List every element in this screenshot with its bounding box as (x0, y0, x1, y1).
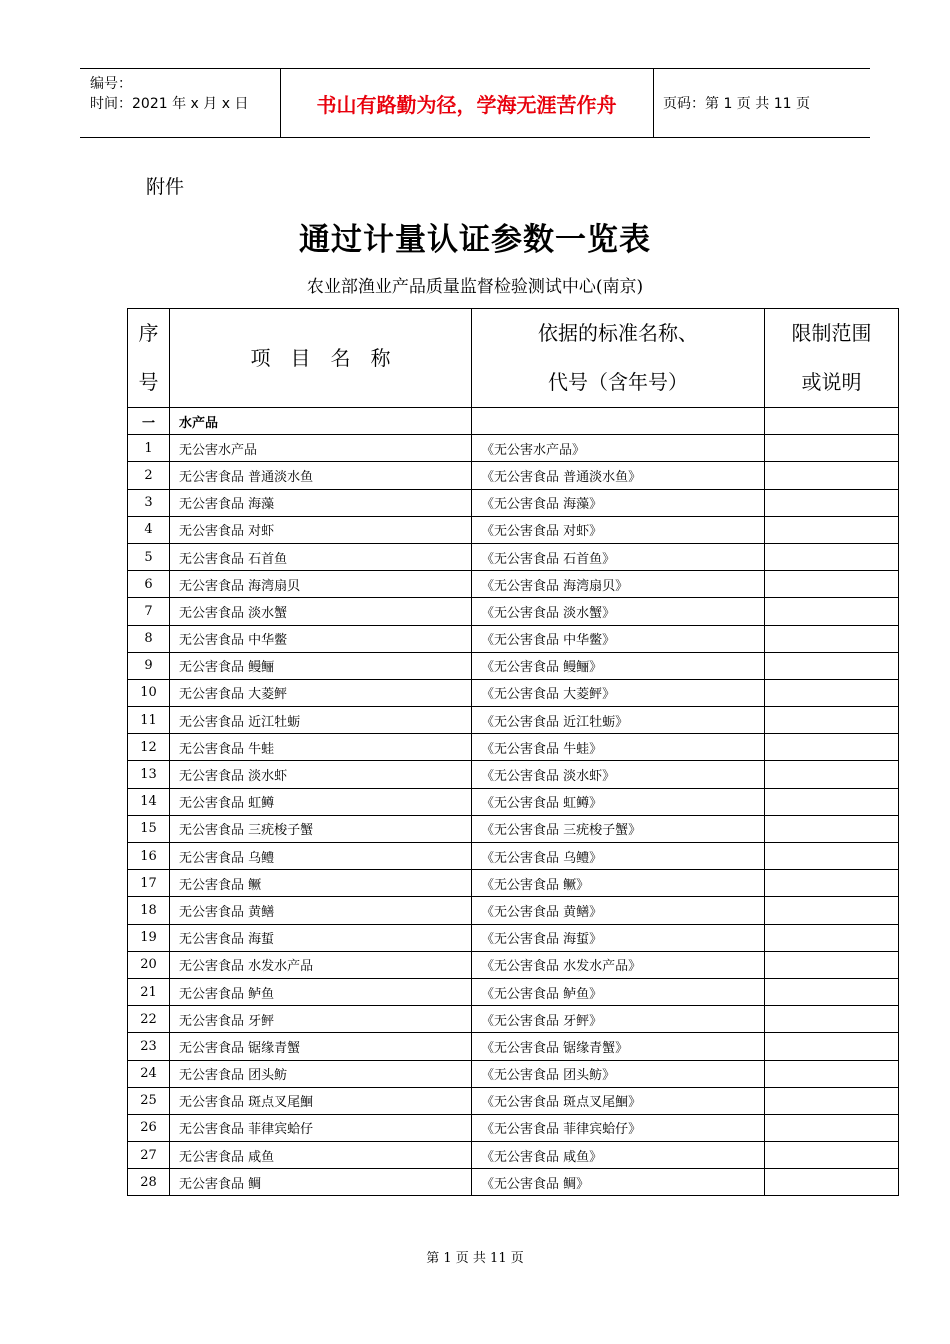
header-standard (472, 309, 765, 408)
row-limit (765, 897, 899, 924)
row-standard: 《无公害食品 咸鱼》 (472, 1142, 765, 1169)
row-number: 9 (128, 652, 170, 679)
row-standard: 《无公害食品 虹鳟》 (472, 788, 765, 815)
header-page-code: 页码：第 1 页 共 11 页 (663, 96, 810, 112)
table-row (128, 598, 899, 625)
header-limit-line2: 或说明 (801, 370, 862, 394)
header-meta-cell (80, 69, 281, 137)
row-limit (765, 1114, 899, 1141)
row-limit (765, 571, 899, 598)
header-item: 项 目 名 称 (170, 309, 472, 408)
row-item-name: 无公害食品 牛蛙 (170, 734, 472, 761)
table-row (128, 543, 899, 570)
row-limit (765, 435, 899, 462)
header-seq-line1: 序 (138, 321, 159, 345)
row-number: 16 (128, 843, 170, 870)
page-footer: 第 1 页 共 11 页 (426, 1251, 524, 1266)
table-row (128, 571, 899, 598)
row-limit (765, 1060, 899, 1087)
row-limit (765, 951, 899, 978)
row-item-name: 无公害食品 淡水蟹 (170, 598, 472, 625)
table-row (128, 1087, 899, 1114)
header-standard-line2: 代号（含年号） (548, 370, 688, 394)
row-standard: 《无公害食品 海蜇》 (472, 924, 765, 951)
row-item-name: 无公害食品 海蜇 (170, 924, 472, 951)
row-standard: 《无公害食品 对虾》 (472, 516, 765, 543)
row-number: 25 (128, 1087, 170, 1114)
header-motto: 书山有路勤为径，学海无涯苦作舟 (280, 69, 654, 137)
row-standard: 《无公害食品 乌鳢》 (472, 843, 765, 870)
row-standard: 《无公害食品 鳜》 (472, 870, 765, 897)
row-item-name: 无公害食品 中华鳖 (170, 625, 472, 652)
row-standard: 《无公害食品 斑点叉尾鮰》 (472, 1087, 765, 1114)
row-number: 24 (128, 1060, 170, 1087)
row-number: 17 (128, 870, 170, 897)
row-item-name: 无公害食品 近江牡蛎 (170, 707, 472, 734)
row-standard: 《无公害食品 中华鳖》 (472, 625, 765, 652)
row-standard: 《无公害水产品》 (472, 435, 765, 462)
row-standard: 《无公害食品 海藻》 (472, 489, 765, 516)
table-row (128, 1114, 899, 1141)
table-row (128, 978, 899, 1005)
row-number: 4 (128, 516, 170, 543)
row-number: 14 (128, 788, 170, 815)
row-limit (765, 489, 899, 516)
row-limit (765, 1087, 899, 1114)
row-number: 22 (128, 1006, 170, 1033)
table-row (128, 707, 899, 734)
row-item-name: 无公害食品 牙鲆 (170, 1006, 472, 1033)
row-item-name: 无公害食品 乌鳢 (170, 843, 472, 870)
row-limit (765, 924, 899, 951)
row-number: 8 (128, 625, 170, 652)
header-limit (765, 309, 899, 408)
category-standard-cell (472, 408, 765, 435)
row-item-name: 无公害食品 斑点叉尾鮰 (170, 1087, 472, 1114)
row-item-name: 无公害食品 菲律宾蛤仔 (170, 1114, 472, 1141)
table-row (128, 897, 899, 924)
table-row (128, 1033, 899, 1060)
row-standard: 《无公害食品 鲈鱼》 (472, 978, 765, 1005)
row-standard: 《无公害食品 牛蛙》 (472, 734, 765, 761)
row-standard: 《无公害食品 牙鲆》 (472, 1006, 765, 1033)
table-row (128, 815, 899, 842)
row-number: 27 (128, 1142, 170, 1169)
page-header (80, 68, 870, 138)
row-number: 2 (128, 462, 170, 489)
row-standard: 《无公害食品 三疣梭子蟹》 (472, 815, 765, 842)
header-time-label: 时间：2021 年 x 月 x 日 (90, 96, 249, 112)
row-item-name: 无公害食品 鲷 (170, 1169, 472, 1196)
row-limit (765, 870, 899, 897)
row-limit (765, 598, 899, 625)
header-seq-line2: 号 (138, 370, 159, 394)
row-number: 7 (128, 598, 170, 625)
table-row (128, 625, 899, 652)
row-limit (765, 1033, 899, 1060)
header-seq (128, 309, 170, 408)
row-item-name: 无公害食品 海藻 (170, 489, 472, 516)
row-limit (765, 625, 899, 652)
annex-label: 附件 (146, 176, 185, 198)
row-item-name: 无公害食品 对虾 (170, 516, 472, 543)
table-row (128, 489, 899, 516)
row-item-name: 无公害食品 大菱鲆 (170, 679, 472, 706)
table-row (128, 761, 899, 788)
row-item-name: 无公害食品 虹鳟 (170, 788, 472, 815)
row-limit (765, 1006, 899, 1033)
table-row (128, 516, 899, 543)
table-row (128, 652, 899, 679)
row-item-name: 无公害食品 普通淡水鱼 (170, 462, 472, 489)
table-row (128, 734, 899, 761)
table-row (128, 788, 899, 815)
page-subtitle: 农业部渔业产品质量监督检验测试中心(南京) (306, 277, 644, 297)
row-limit (765, 462, 899, 489)
table-row (128, 1142, 899, 1169)
row-limit (765, 707, 899, 734)
row-standard: 《无公害食品 锯缘青蟹》 (472, 1033, 765, 1060)
row-number: 26 (128, 1114, 170, 1141)
row-item-name: 无公害食品 鳗鲡 (170, 652, 472, 679)
row-item-name: 无公害食品 咸鱼 (170, 1142, 472, 1169)
table-row (128, 1006, 899, 1033)
row-number: 12 (128, 734, 170, 761)
table-row (128, 1169, 899, 1196)
row-standard: 《无公害食品 大菱鲆》 (472, 679, 765, 706)
row-number: 20 (128, 951, 170, 978)
row-item-name: 无公害食品 三疣梭子蟹 (170, 815, 472, 842)
row-number: 21 (128, 978, 170, 1005)
table-row (128, 924, 899, 951)
category-index: 一 (128, 408, 170, 435)
row-limit (765, 679, 899, 706)
row-item-name: 无公害食品 黄鳝 (170, 897, 472, 924)
row-item-name: 无公害食品 淡水虾 (170, 761, 472, 788)
row-item-name: 无公害食品 石首鱼 (170, 543, 472, 570)
row-standard: 《无公害食品 黄鳝》 (472, 897, 765, 924)
row-number: 5 (128, 543, 170, 570)
parameter-table (127, 308, 899, 1196)
row-number: 6 (128, 571, 170, 598)
table-row (128, 843, 899, 870)
table-row (128, 462, 899, 489)
row-number: 10 (128, 679, 170, 706)
table-row (128, 870, 899, 897)
row-number: 13 (128, 761, 170, 788)
row-item-name: 无公害食品 鳜 (170, 870, 472, 897)
row-limit (765, 652, 899, 679)
row-number: 23 (128, 1033, 170, 1060)
table-row (128, 435, 899, 462)
row-number: 11 (128, 707, 170, 734)
header-limit-line1: 限制范围 (791, 321, 872, 345)
row-limit (765, 1169, 899, 1196)
row-number: 18 (128, 897, 170, 924)
row-item-name: 无公害食品 鲈鱼 (170, 978, 472, 1005)
row-item-name: 无公害食品 锯缘青蟹 (170, 1033, 472, 1060)
row-limit (765, 1142, 899, 1169)
category-name: 水产品 (170, 408, 472, 435)
row-limit (765, 788, 899, 815)
row-standard: 《无公害食品 普通淡水鱼》 (472, 462, 765, 489)
row-number: 28 (128, 1169, 170, 1196)
row-number: 15 (128, 815, 170, 842)
table-row (128, 951, 899, 978)
row-item-name: 无公害水产品 (170, 435, 472, 462)
table-row (128, 1060, 899, 1087)
row-number: 1 (128, 435, 170, 462)
row-standard: 《无公害食品 鳗鲡》 (472, 652, 765, 679)
category-row (128, 408, 899, 435)
row-standard: 《无公害食品 淡水蟹》 (472, 598, 765, 625)
row-limit (765, 843, 899, 870)
row-number: 3 (128, 489, 170, 516)
category-limit-cell (765, 408, 899, 435)
row-standard: 《无公害食品 鲷》 (472, 1169, 765, 1196)
row-limit (765, 761, 899, 788)
row-number: 19 (128, 924, 170, 951)
page-title: 通过计量认证参数一览表 (299, 222, 651, 258)
row-standard: 《无公害食品 水发水产品》 (472, 951, 765, 978)
row-limit (765, 543, 899, 570)
row-limit (765, 815, 899, 842)
row-standard: 《无公害食品 菲律宾蛤仔》 (472, 1114, 765, 1141)
row-standard: 《无公害食品 石首鱼》 (472, 543, 765, 570)
row-item-name: 无公害食品 海湾扇贝 (170, 571, 472, 598)
row-limit (765, 978, 899, 1005)
row-limit (765, 734, 899, 761)
table-header-row (128, 309, 899, 408)
header-standard-line1: 依据的标准名称、 (538, 321, 698, 345)
row-standard: 《无公害食品 近江牡蛎》 (472, 707, 765, 734)
header-number-label: 编号： (90, 76, 132, 92)
row-standard: 《无公害食品 团头鲂》 (472, 1060, 765, 1087)
row-item-name: 无公害食品 水发水产品 (170, 951, 472, 978)
row-item-name: 无公害食品 团头鲂 (170, 1060, 472, 1087)
table-row (128, 679, 899, 706)
row-standard: 《无公害食品 淡水虾》 (472, 761, 765, 788)
row-standard: 《无公害食品 海湾扇贝》 (472, 571, 765, 598)
row-limit (765, 516, 899, 543)
